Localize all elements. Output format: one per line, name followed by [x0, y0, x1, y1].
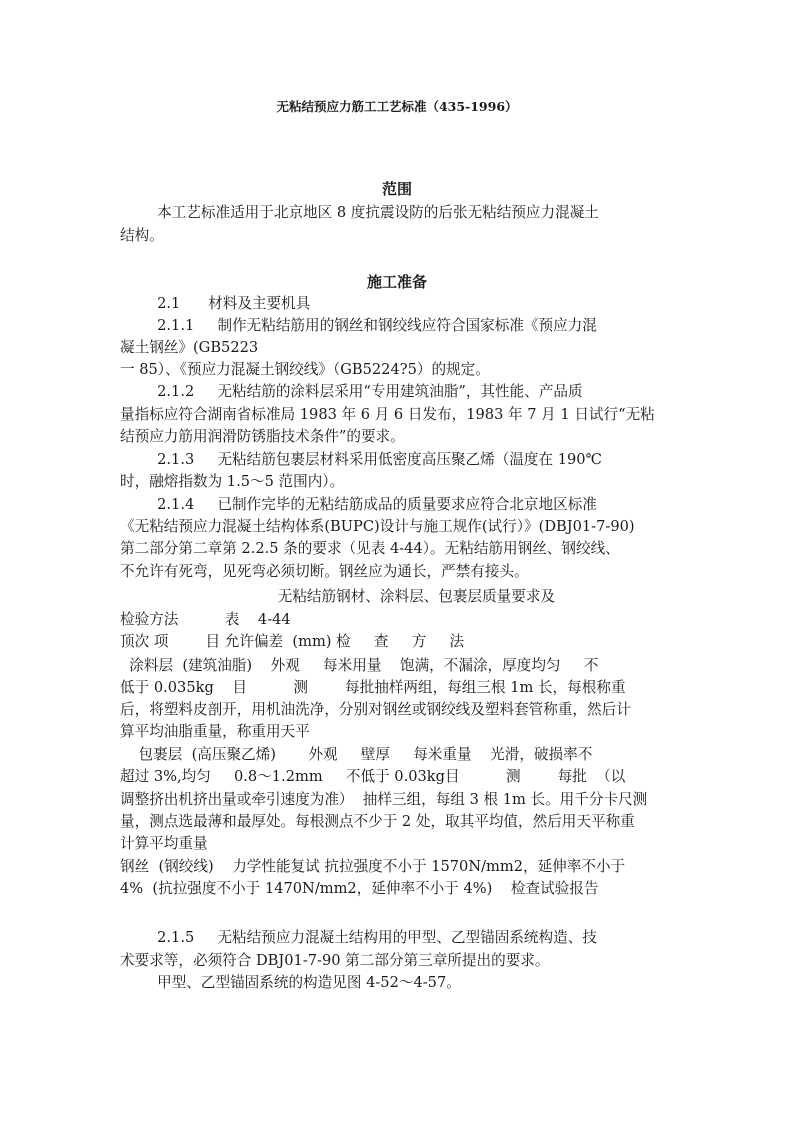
- table-row: 涂料层 (建筑油脂) 外观 每米用量 饱满，不漏涂，厚度均匀 不: [120, 657, 599, 674]
- table-header-row: 顶次 项 目 允许偏差 (mm) 检 查 方 法: [120, 633, 465, 650]
- section-heading-preparation: 施工准备: [366, 273, 427, 291]
- table-row: 低于 0.035kg 目 测 每批抽样两组，每组三根 1m 长，每根称重: [120, 679, 626, 696]
- paragraph-line: 时，融熔指数为 1.5～5 范围内）。: [120, 473, 345, 490]
- paragraph-line: 结构。: [120, 227, 164, 244]
- table-row: 算平均油脂重量，称重用天平: [120, 723, 310, 740]
- paragraph-line: 2.1.3 无粘结筋包裹层材料采用低密度高压聚乙烯（温度在 190℃: [120, 451, 602, 468]
- paragraph-line: 2.1.1 制作无粘结筋用的钢丝和钢绞线应符合国家标准《预应力混: [120, 317, 597, 334]
- table-row: 调整挤出机挤出量或牵引速度为准） 抽样三组，每组 3 根 1m 长。用千分卡尺测: [120, 791, 648, 808]
- paragraph-line: 《无粘结预应力混凝土结构体系(BUPC)设计与施工规作(试行）》(DBJ01-7-90): [120, 518, 635, 535]
- paragraph-line: 本工艺标准适用于北京地区 8 度抗震设防的后张无粘结预应力混凝土: [120, 204, 599, 221]
- document-title: 无粘结预应力筋工工艺标准（435-1996）: [276, 99, 518, 114]
- table-row: 计算平均重量: [120, 835, 208, 852]
- table-row: 量，测点选最薄和最厚处。每根测点不少于 2 处，取其平均值，然后用天平称重: [120, 813, 635, 830]
- paragraph-line: 2.1.2 无粘结筋的涂料层采用“专用建筑油脂”，其性能、产品质: [120, 383, 583, 400]
- paragraph-line: 2.1 材料及主要机具: [120, 295, 311, 312]
- paragraph-line: 第二部分第二章第 2.2.5 条的要求（见表 4-44）。无粘结筋用钢丝、钢绞线、: [120, 540, 620, 557]
- table-row: 包裹层 (高压聚乙烯) 外观 壁厚 每米重量 光滑，破损率不: [120, 746, 593, 763]
- table-row: 4% (抗拉强度不小于 1470N/mm2，延伸率不小于 4%) 检查试验报告: [120, 880, 599, 897]
- paragraph-line: 一 85）、《预应力混凝土钢绞线》（GB5224?5）的规定。: [120, 361, 490, 378]
- paragraph-line: 结预应力筋用润滑防锈脂技术条件”的要求。: [120, 428, 405, 445]
- paragraph-line: 2.1.5 无粘结预应力混凝土结构用的甲型、乙型锚固系统构造、技: [120, 929, 597, 946]
- paragraph-line: 量指标应符合湖南省标准局 1983 年 6 月 6 日发布，1983 年 7 月 1 日试行“无粘: [120, 406, 655, 423]
- paragraph-line: 凝土钢丝》(GB5223: [120, 339, 259, 356]
- table-row: 钢丝 (钢绞线) 力学性能复试 抗拉强度不小于 1570N/mm2，延伸率不小于: [120, 858, 626, 875]
- table-row: 超过 3%,均匀 0.8～1.2mm 不低于 0.03kg目 测 每批 （以: [120, 768, 626, 785]
- paragraph-line: 术要求等，必须符合 DBJ01-7-90 第二部分第三章所提出的要求。: [120, 952, 550, 969]
- paragraph-line: 不允许有死弯，见死弯必须切断。钢丝应为通长，严禁有接头。: [120, 563, 529, 580]
- paragraph-line: 2.1.4 已制作完毕的无粘结筋成品的质量要求应符合北京地区标准: [120, 496, 597, 513]
- paragraph-line: 甲型、乙型锚固系统的构造见图 4-52～4-57。: [120, 974, 461, 991]
- table-caption: 检验方法 表 4-44: [120, 611, 291, 628]
- table-row: 后，将塑料皮剖开，用机油洗净，分别对钢丝或钢绞线及塑料套管称重，然后计: [120, 701, 631, 718]
- table-caption: 无粘结筋钢材、涂料层、包裹层质量要求及: [120, 588, 556, 605]
- section-heading-scope: 范围: [381, 180, 412, 198]
